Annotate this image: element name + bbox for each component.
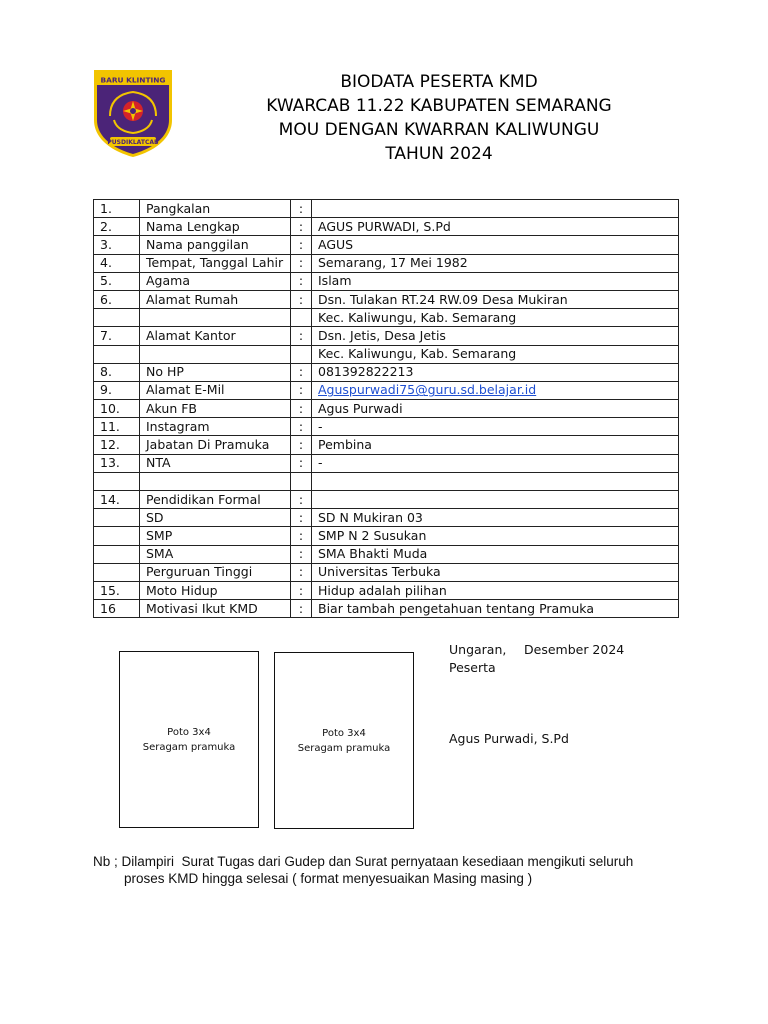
- row-separator: [291, 472, 312, 490]
- photo-box-label: Poto 3x4: [167, 726, 211, 738]
- row-value: AGUS: [312, 236, 679, 254]
- table-row: [94, 272, 679, 290]
- photo-box-label: Poto 3x4: [322, 727, 366, 739]
- table-row: [94, 236, 679, 254]
- row-separator: :: [291, 327, 312, 345]
- table-row: [94, 600, 679, 618]
- row-separator: :: [291, 509, 312, 527]
- baru-klinting-logo: [92, 68, 174, 158]
- row-label: SMP: [140, 527, 291, 545]
- row-label: Jabatan Di Pramuka: [140, 436, 291, 454]
- signature-role: Peserta: [449, 660, 496, 675]
- row-label: [140, 472, 291, 490]
- row-value: Semarang, 17 Mei 1982: [312, 254, 679, 272]
- photo-box-sublabel: Seragam pramuka: [297, 742, 391, 754]
- row-separator: :: [291, 400, 312, 418]
- signature-name: Agus Purwadi, S.Pd: [449, 731, 569, 746]
- logo-top-text: BARU KLINTING: [100, 75, 166, 85]
- table-row: [94, 254, 679, 272]
- row-separator: :: [291, 218, 312, 236]
- row-number: 3.: [94, 236, 140, 254]
- row-value: 081392822213: [312, 363, 679, 381]
- signature-date: Desember 2024: [524, 642, 625, 657]
- row-value: Pembina: [312, 436, 679, 454]
- table-row: [94, 454, 679, 472]
- row-separator: :: [291, 272, 312, 290]
- table-row: [94, 290, 679, 308]
- row-separator: :: [291, 381, 312, 399]
- photo-box-sublabel: Seragam pramuka: [142, 741, 236, 753]
- table-row: [94, 491, 679, 509]
- row-number: 16: [94, 600, 140, 618]
- row-separator: :: [291, 418, 312, 436]
- table-row: [94, 418, 679, 436]
- row-value: Dsn. Jetis, Desa Jetis: [312, 327, 679, 345]
- row-number: 14.: [94, 491, 140, 509]
- row-number: 6.: [94, 290, 140, 308]
- row-number: 1.: [94, 200, 140, 218]
- row-label: Alamat Rumah: [140, 290, 291, 308]
- row-number: 11.: [94, 418, 140, 436]
- row-value: SD N Mukiran 03: [312, 509, 679, 527]
- row-value: [312, 472, 679, 490]
- table-row: [94, 509, 679, 527]
- row-label: Pangkalan: [140, 200, 291, 218]
- row-separator: :: [291, 200, 312, 218]
- row-value: AGUS PURWADI, S.Pd: [312, 218, 679, 236]
- row-number: [94, 345, 140, 363]
- row-number: 2.: [94, 218, 140, 236]
- row-value: -: [312, 418, 679, 436]
- row-number: 5.: [94, 272, 140, 290]
- table-row: [94, 327, 679, 345]
- row-separator: :: [291, 563, 312, 581]
- row-label: No HP: [140, 363, 291, 381]
- row-label: Alamat Kantor: [140, 327, 291, 345]
- row-separator: :: [291, 527, 312, 545]
- row-number: [94, 545, 140, 563]
- row-label: Perguruan Tinggi: [140, 563, 291, 581]
- footnote-line-1: Nb ; Dilampiri Surat Tugas dari Gudep dan Surat pernyataan kesediaan mengikuti seluruh: [93, 854, 634, 869]
- row-separator: :: [291, 600, 312, 618]
- row-value: [312, 491, 679, 509]
- row-separator: :: [291, 491, 312, 509]
- row-label: NTA: [140, 454, 291, 472]
- row-value: Hidup adalah pilihan: [312, 581, 679, 599]
- row-value: [312, 200, 679, 218]
- title-line-4: TAHUN 2024: [385, 144, 493, 164]
- row-value: Islam: [312, 272, 679, 290]
- row-label: [140, 345, 291, 363]
- row-label: Nama panggilan: [140, 236, 291, 254]
- table-row: [94, 345, 679, 363]
- table-row: [94, 381, 679, 399]
- signature-place: Ungaran,: [449, 642, 507, 657]
- row-value: Kec. Kaliwungu, Kab. Semarang: [312, 345, 679, 363]
- row-separator: [291, 345, 312, 363]
- row-value: SMP N 2 Susukan: [312, 527, 679, 545]
- table-row: [94, 563, 679, 581]
- photo-box-2: [274, 652, 414, 829]
- row-number: 13.: [94, 454, 140, 472]
- table-row: [94, 581, 679, 599]
- row-separator: :: [291, 436, 312, 454]
- email-link[interactable]: Aguspurwadi75@guru.sd.belajar.id: [318, 382, 537, 398]
- row-number: 15.: [94, 581, 140, 599]
- table-row: [94, 309, 679, 327]
- row-number: [94, 309, 140, 327]
- row-separator: [291, 309, 312, 327]
- row-label: Nama Lengkap: [140, 218, 291, 236]
- row-label: Instagram: [140, 418, 291, 436]
- row-label: Alamat E-Mil: [140, 381, 291, 399]
- table-row: [94, 545, 679, 563]
- row-number: [94, 563, 140, 581]
- table-row: [94, 363, 679, 381]
- row-value: Kec. Kaliwungu, Kab. Semarang: [312, 309, 679, 327]
- row-label: Tempat, Tanggal Lahir: [140, 254, 291, 272]
- row-number: 10.: [94, 400, 140, 418]
- row-number: 9.: [94, 381, 140, 399]
- row-number: [94, 509, 140, 527]
- footnote-line-2: proses KMD hingga selesai ( format menyesuaikan Masing masing ): [124, 871, 533, 886]
- row-separator: :: [291, 363, 312, 381]
- row-separator: :: [291, 236, 312, 254]
- row-value: Universitas Terbuka: [312, 563, 679, 581]
- row-number: 4.: [94, 254, 140, 272]
- row-separator: :: [291, 254, 312, 272]
- table-row: [94, 436, 679, 454]
- row-number: [94, 472, 140, 490]
- row-label: Moto Hidup: [140, 581, 291, 599]
- row-label: Pendidikan Formal: [140, 491, 291, 509]
- row-label: Agama: [140, 272, 291, 290]
- row-label: [140, 309, 291, 327]
- row-separator: :: [291, 454, 312, 472]
- row-label: Akun FB: [140, 400, 291, 418]
- footnote: [93, 853, 693, 887]
- biodata-table-body: [94, 200, 679, 618]
- row-number: 8.: [94, 363, 140, 381]
- table-row: [94, 200, 679, 218]
- title-line-3: MOU DENGAN KWARRAN KALIWUNGU: [278, 120, 600, 140]
- row-separator: :: [291, 581, 312, 599]
- photo-box-1: [119, 651, 259, 828]
- row-label: SD: [140, 509, 291, 527]
- row-label: SMA: [140, 545, 291, 563]
- row-number: 7.: [94, 327, 140, 345]
- row-value: Dsn. Tulakan RT.24 RW.09 Desa Mukiran: [312, 290, 679, 308]
- document-title: [200, 70, 678, 166]
- title-line-2: KWARCAB 11.22 KABUPATEN SEMARANG: [266, 96, 612, 116]
- row-number: [94, 527, 140, 545]
- row-value: Biar tambah pengetahuan tentang Pramuka: [312, 600, 679, 618]
- biodata-table: [93, 199, 679, 618]
- logo-bottom-text: PUSDIKLATCAB: [107, 139, 159, 146]
- row-value: Agus Purwadi: [312, 400, 679, 418]
- title-line-1: BIODATA PESERTA KMD: [340, 72, 538, 92]
- table-row: [94, 527, 679, 545]
- row-value: [312, 381, 679, 399]
- table-row: [94, 400, 679, 418]
- row-separator: :: [291, 545, 312, 563]
- row-value: -: [312, 454, 679, 472]
- table-row: [94, 472, 679, 490]
- table-row: [94, 218, 679, 236]
- row-label: Motivasi Ikut KMD: [140, 600, 291, 618]
- row-separator: :: [291, 290, 312, 308]
- row-number: 12.: [94, 436, 140, 454]
- row-value: SMA Bhakti Muda: [312, 545, 679, 563]
